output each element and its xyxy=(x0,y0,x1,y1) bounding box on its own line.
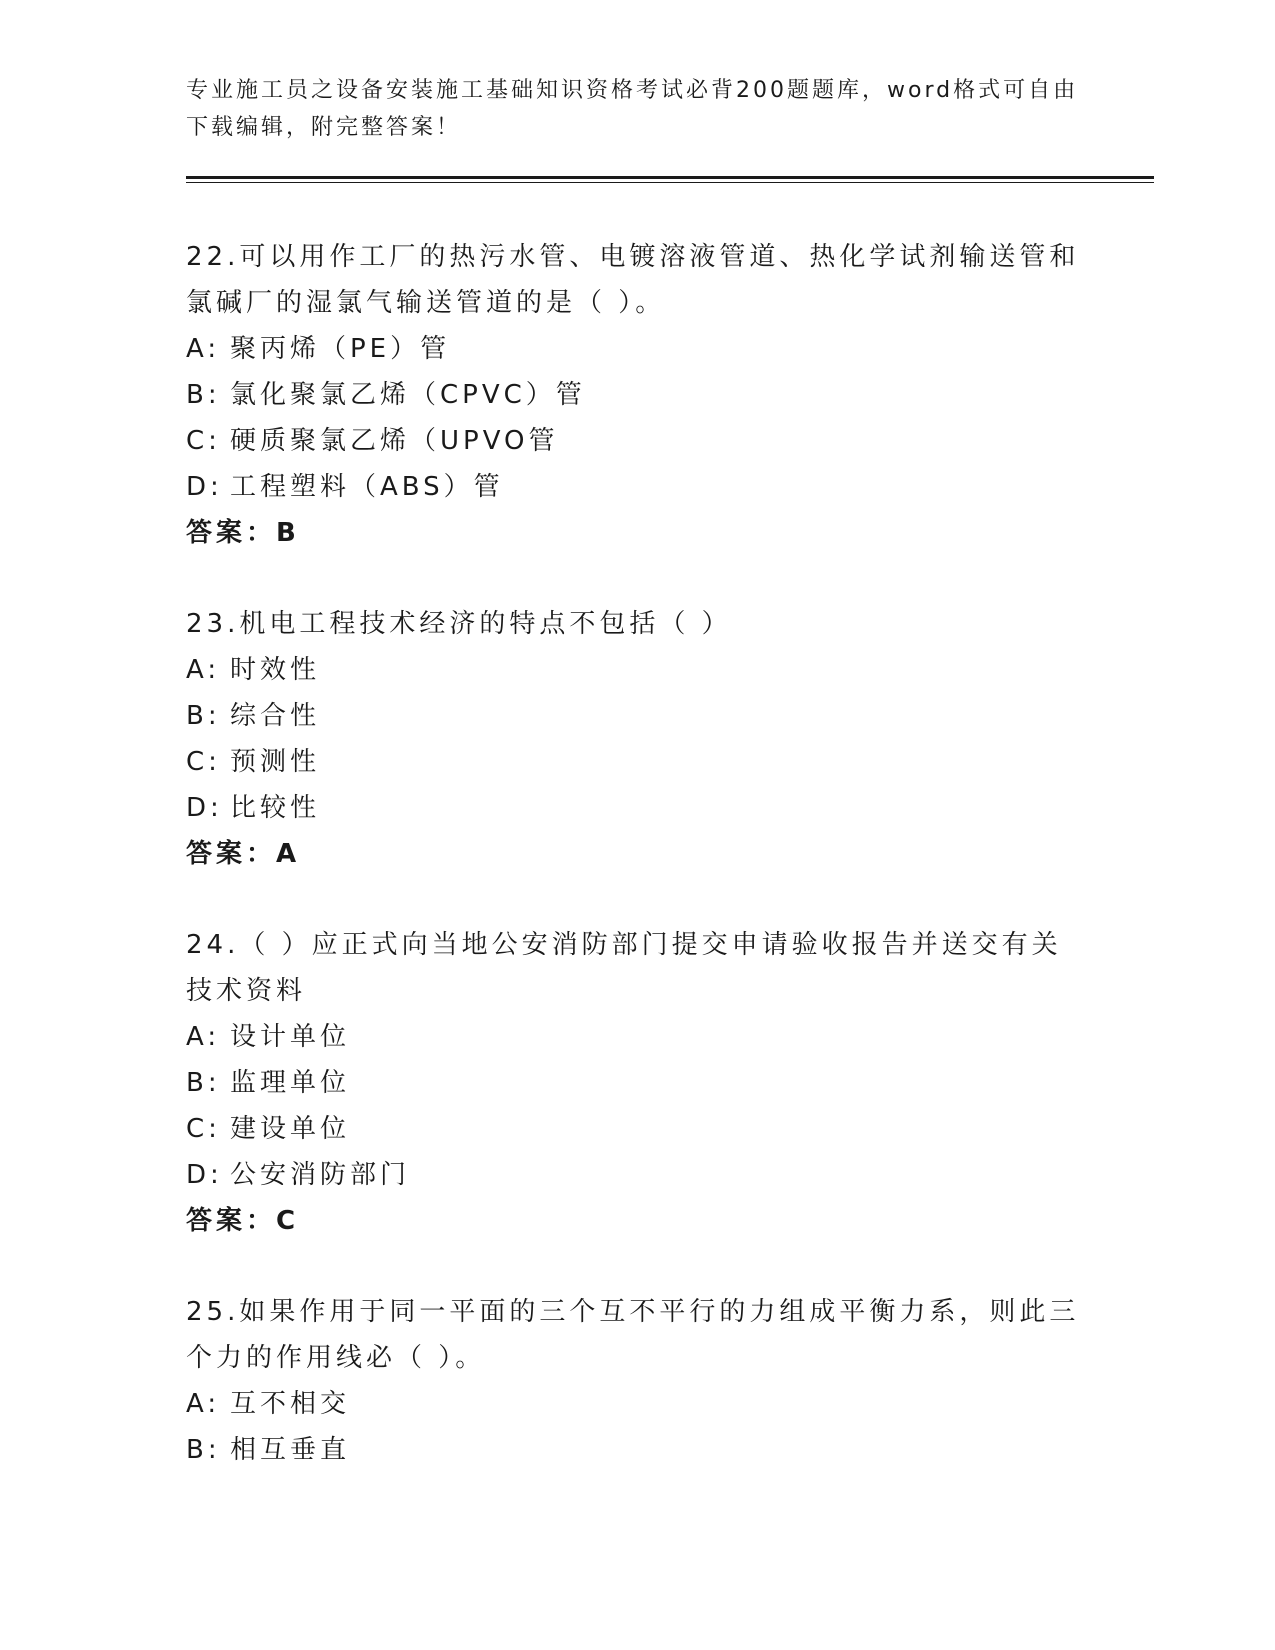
answer-option xyxy=(186,372,1086,418)
answer-line xyxy=(186,831,1086,877)
option-letter: A: xyxy=(186,1389,221,1419)
header-divider-thin xyxy=(186,182,1154,183)
option-letter: A: xyxy=(186,1022,221,1052)
option-letter: B: xyxy=(186,1435,221,1465)
option-text: 建设单位 xyxy=(230,1114,351,1144)
answer-option xyxy=(186,739,1086,785)
answer-option xyxy=(186,693,1086,739)
answer-option xyxy=(186,1152,1086,1198)
answer-option xyxy=(186,464,1086,510)
option-text: 公安消防部门 xyxy=(230,1160,411,1190)
option-text: 预测性 xyxy=(230,747,321,777)
option-text: 相互垂直 xyxy=(230,1435,351,1465)
answer-value: C xyxy=(276,1206,300,1236)
option-text: 聚丙烯（PE）管 xyxy=(230,334,451,364)
option-text: 氯化聚氯乙烯（CPVC）管 xyxy=(230,380,586,410)
question-stem: 24.（ ）应正式向当地公安消防部门提交申请验收报告并送交有关技术资料 xyxy=(186,930,1062,1006)
option-text: 综合性 xyxy=(230,701,321,731)
option-letter: D: xyxy=(186,472,223,502)
question-block xyxy=(186,922,1086,1244)
answer-option xyxy=(186,1427,1086,1473)
answer-option xyxy=(186,647,1086,693)
option-text: 监理单位 xyxy=(230,1068,351,1098)
answer-label: 答案： xyxy=(186,1206,277,1236)
answer-value: A xyxy=(276,839,301,869)
option-letter: B: xyxy=(186,701,221,731)
question-list xyxy=(186,234,1086,1518)
header-text: 专业施工员之设备安装施工基础知识资格考试必背200题题库，word格式可自由下载编辑，附完整答案！ xyxy=(186,78,1079,140)
answer-value: B xyxy=(276,518,300,548)
option-text: 互不相交 xyxy=(230,1389,351,1419)
header-divider-thick xyxy=(186,176,1154,179)
option-letter: B: xyxy=(186,1068,221,1098)
option-text: 比较性 xyxy=(230,793,321,823)
question-block xyxy=(186,234,1086,556)
answer-line xyxy=(186,510,1086,556)
answer-option xyxy=(186,326,1086,372)
option-text: 工程塑料（ABS）管 xyxy=(230,472,504,502)
question-stem: 23.机电工程技术经济的特点不包括（ ） xyxy=(186,609,732,639)
answer-option xyxy=(186,1060,1086,1106)
answer-option xyxy=(186,1014,1086,1060)
answer-line xyxy=(186,1198,1086,1244)
question-block xyxy=(186,601,1086,877)
answer-option xyxy=(186,785,1086,831)
answer-option xyxy=(186,1381,1086,1427)
question-stem: 25.如果作用于同一平面的三个互不平行的力组成平衡力系，则此三个力的作用线必（ ）。 xyxy=(186,1297,1080,1373)
option-letter: C: xyxy=(186,426,221,456)
question-stem: 22.可以用作工厂的热污水管、电镀溶液管道、热化学试剂输送管和氯碱厂的湿氯气输送管道的是（ ）。 xyxy=(186,242,1080,318)
option-text: 时效性 xyxy=(230,655,321,685)
option-letter: C: xyxy=(186,1114,221,1144)
answer-option xyxy=(186,1106,1086,1152)
option-letter: D: xyxy=(186,793,223,823)
option-text: 硬质聚氯乙烯（UPVO管 xyxy=(230,426,559,456)
answer-option xyxy=(186,418,1086,464)
option-letter: B: xyxy=(186,380,221,410)
document-header xyxy=(186,72,1086,146)
option-text: 设计单位 xyxy=(230,1022,351,1052)
answer-label: 答案： xyxy=(186,518,277,548)
option-letter: D: xyxy=(186,1160,223,1190)
option-letter: A: xyxy=(186,334,221,364)
option-letter: C: xyxy=(186,747,221,777)
question-block xyxy=(186,1289,1086,1473)
option-letter: A: xyxy=(186,655,221,685)
answer-label: 答案： xyxy=(186,839,277,869)
